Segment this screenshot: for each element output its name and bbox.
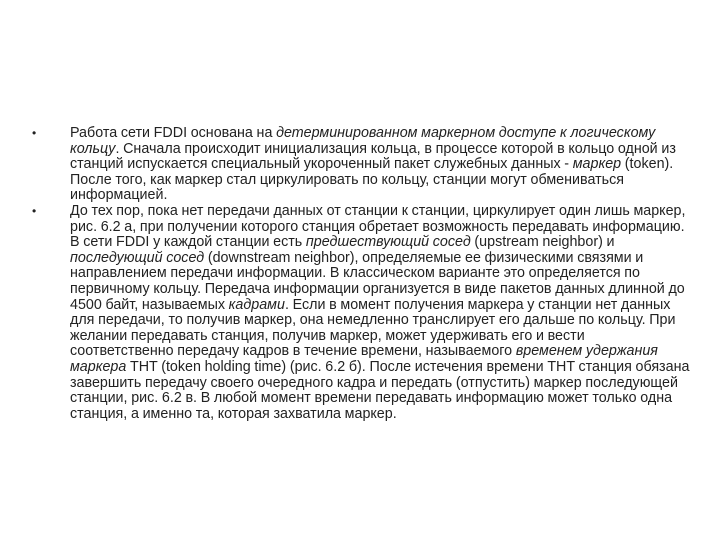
italic-term: последующий сосед (70, 249, 205, 266)
text-segment: (upstream neighbor) и (470, 234, 615, 251)
text-segment: (downstream neighbor), определяемые ее физическими связями и направлением передачи информации. В классическом варианте это определяется по первичному кольцу. Передача информации организуется в виде пакетов данных длинной до 4500 байт, называемых (70, 249, 685, 313)
italic-term: предшествующий сосед (305, 234, 471, 251)
bullet-item (0, 204, 690, 422)
text-segment: (token). После того, как маркер стал циркулировать по кольцу, станции могут обмениваться информацией. (70, 156, 674, 204)
text-segment: . Сначала происходит инициализация кольца, в процессе которой в кольцо одной из станций испускается специальный укороченный пакет служебных данных - (70, 140, 676, 173)
bullet-list (0, 126, 720, 422)
text-segment: До тех пор, пока нет передачи данных от станции к станции, циркулирует один лишь маркер, рис. 6.2 а, при получении которого станция обретает возможность передавать информацию. В сети FDDI у каждой станции есть (70, 202, 686, 251)
bullet-dot-icon: • (32, 126, 37, 140)
bullet-item (0, 126, 690, 204)
italic-term: детерминированном маркерном доступе к логическому кольцу (70, 125, 656, 157)
italic-term: кадрами (228, 296, 285, 313)
italic-term: временем удержания маркера (70, 343, 658, 375)
italic-term: маркер (572, 156, 622, 173)
text-segment: THT (token holding time) (рис. 6.2 б). После истечения времени THT станция обязана завершить передачу своего очередного кадра и передать (отпустить) маркер последующей станции, рис. 6.2 в. В любой момент времени передавать информацию может только одна станция, а именно та, которая захватила маркер. (70, 358, 690, 422)
text-segment: Работа сети FDDI основана на (70, 125, 277, 141)
bullet-dot-icon: • (32, 203, 37, 218)
text-segment: . Если в момент получения маркера у станции нет данных для передачи, то получив маркер, она немедленно транслирует его дальше по кольцу. При желании передавать станция, получив маркер, может удерживать его и вести соответственно передачу кадров в течение времени, называемого (70, 296, 676, 360)
